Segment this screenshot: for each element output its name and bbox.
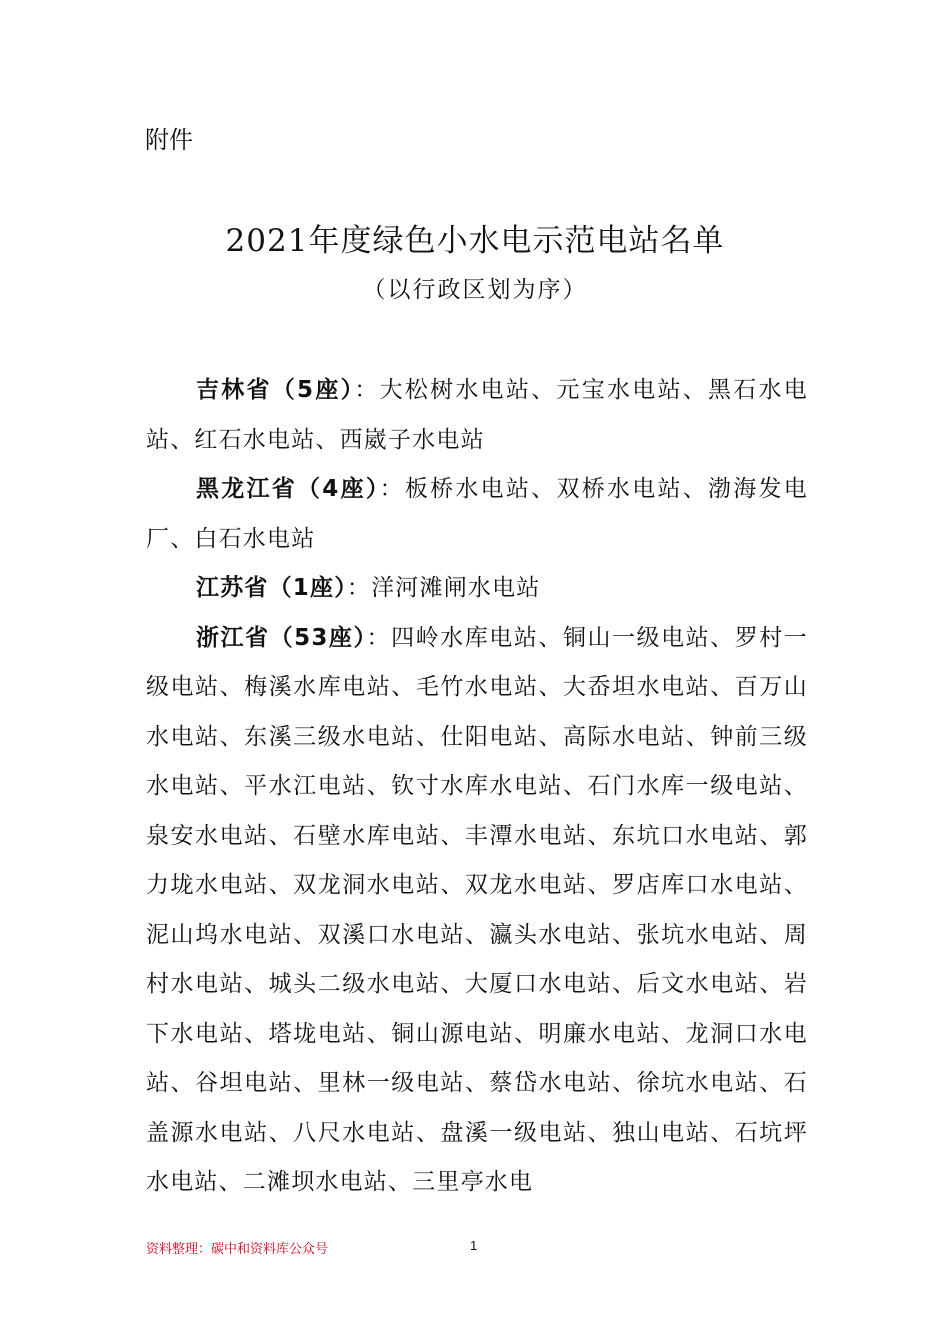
station-names: 大松树水电站、元宝水电站、黑石水电站、红石水电站、西崴子水电站 [146, 377, 808, 453]
province-entry-jiangsu [146, 564, 808, 614]
page-number: 1 [470, 1238, 478, 1253]
separator: ： [379, 476, 405, 502]
separator: ： [354, 377, 380, 403]
station-names: 四岭水库电站、铜山一级电站、罗村一级电站、梅溪水库电站、毛竹水电站、大岙坦水电站、百万山水电站、东溪三级水电站、仕阳电站、高际水电站、钟前三级水电站、平水江电站、钦寸水库水电站、石门水库一级电站、泉安水电站、石壁水库电站、丰潭水电站、东坑口水电站、郭力垅水电站、双龙洞水电站、双龙水电站、罗店库口水电站、泥山坞水电站、双溪口水电站、瀛头水电站、张坑水电站、周村水电站、城头二级水电站、大厦口水电站、后文水电站、岩下水电站、塔垅电站、铜山源电站、明廉水电站、龙洞口水电站、谷坦电站、里林一级电站、蔡岱水电站、徐坑水电站、石盖源水电站、八尺水电站、盘溪一级电站、独山电站、石坑坪水电站、二滩坝水电站、三里亭水电 [146, 624, 808, 1195]
source-note: 资料整理：碳中和资料库公众号 [146, 1242, 329, 1257]
separator: ： [366, 624, 392, 651]
province-entry-heilongjiang [146, 465, 808, 564]
document-subtitle: （以行政区划为序） [362, 277, 588, 303]
province-entry-jilin [146, 366, 808, 465]
station-names: 洋河滩闸水电站 [371, 575, 541, 601]
separator: ： [346, 575, 372, 601]
province-label: 江苏省（1座） [196, 575, 347, 601]
province-entry-zhejiang [146, 614, 808, 1208]
station-list [146, 366, 808, 1208]
station-names: 板桥水电站、双桥水电站、渤海发电厂、白石水电站 [146, 476, 809, 552]
province-label: 黑龙江省（4座） [196, 476, 380, 502]
province-label: 吉林省（5座） [196, 377, 355, 403]
document-title: 2021年度绿色小水电示范电站名单 [225, 223, 725, 259]
province-label: 浙江省（53座） [196, 624, 367, 651]
attachment-label: 附件 [145, 126, 193, 154]
